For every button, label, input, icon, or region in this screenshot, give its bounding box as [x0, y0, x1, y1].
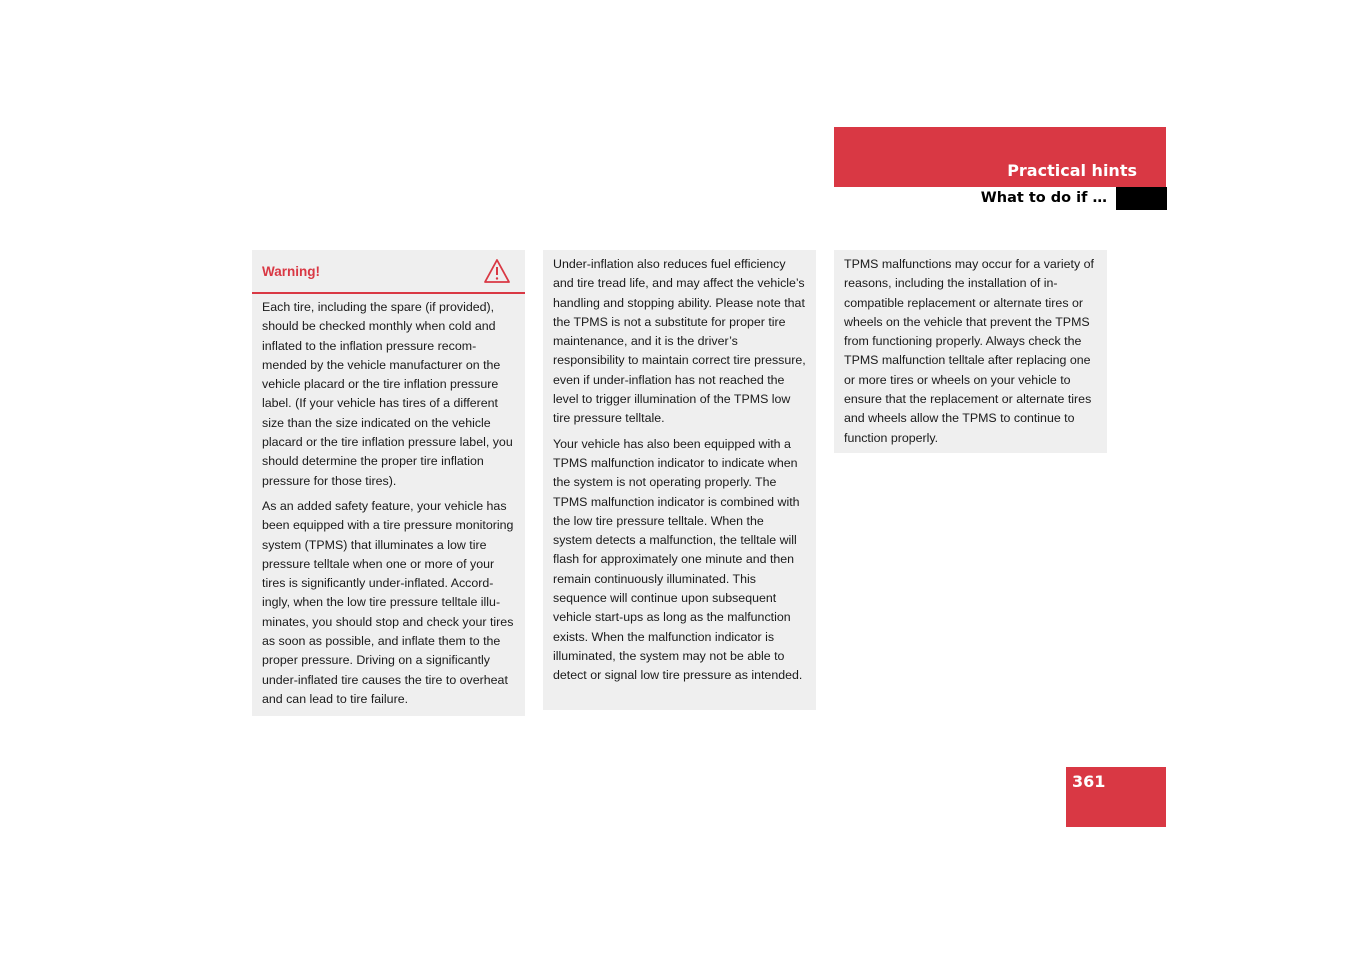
warning-paragraph: As an added safety feature, your vehicle has been equipped with a tire pressure monitoring system (TPMS) that illuminates a low tire pressure telltale when one or more of your tires is significantly under-inflated. Accordingly, when the low tire pressure telltale illuminates, you should stop and check your tires as soon as possible, and inflate them to the proper pressure. Driving on a significantly under-inflated tire causes the tire to overheat and can lead to tire failure. [262, 498, 514, 706]
page-number-box [1066, 767, 1166, 827]
body-paragraph: TPMS malfunctions may occur for a variety of reasons, including the installation of incompatible replacement or alternate tires or wheels on the vehicle that prevent the TPMS from functioning properly. Always check the TPMS malfunction telltale after replacing one or more tires or wheels on your vehicle to ensure that the replacement or alternate tires and wheels allow the TPMS to continue to function properly. [844, 257, 1094, 445]
page-number: 361 [1072, 772, 1106, 791]
warning-box [252, 250, 525, 716]
subsection-title: What to do if … [980, 190, 1107, 206]
body-paragraph: Your vehicle has also been equipped with a TPMS malfunction indicator to indicate when the system is not operating properly. The TPMS malfunction indicator is combined with the low tire pressure telltale. When the system detects a malfunction, the telltale will flash for approximately one minute and then remain continuously illuminated. This sequence will continue upon subsequent vehicle start-ups as long as the malfunction exists. When the malfunction indicator is illuminated, the system may not be able to detect or signal low tire pressure as intended. [553, 436, 803, 683]
warning-triangle-icon [483, 258, 511, 284]
section-header-bar [834, 127, 1166, 187]
thumb-tab-marker [1116, 187, 1167, 210]
warning-header [252, 250, 525, 294]
warning-title: Warning! [262, 264, 320, 279]
text-column-3 [834, 250, 1107, 453]
warning-paragraph: Each tire, including the spare (if provided), should be checked monthly when cold and inflated to the inflation pressure recommended by the vehicle manufacturer on the vehicle placard or the tire inflation pressure label. (If your vehicle has tires of a different size than the size indicated on the vehicle placard or the tire inflation pressure label, you should determine the proper tire inflation pressure for those tires). [262, 300, 513, 488]
body-paragraph: Under-inflation also reduces fuel efficiency and tire tread life, and may affect the vehicle’s handling and stopping ability. Please note that the TPMS is not a substitute for proper tire maintenance, and it is the driver’s responsibility to maintain correct tire pressure, even if under-inflation has not reached the level to trigger illumination of the TPMS low tire pressure telltale. [553, 257, 806, 426]
text-column-2 [543, 250, 816, 710]
section-title: Practical hints [1007, 161, 1137, 180]
warning-body [252, 294, 525, 709]
